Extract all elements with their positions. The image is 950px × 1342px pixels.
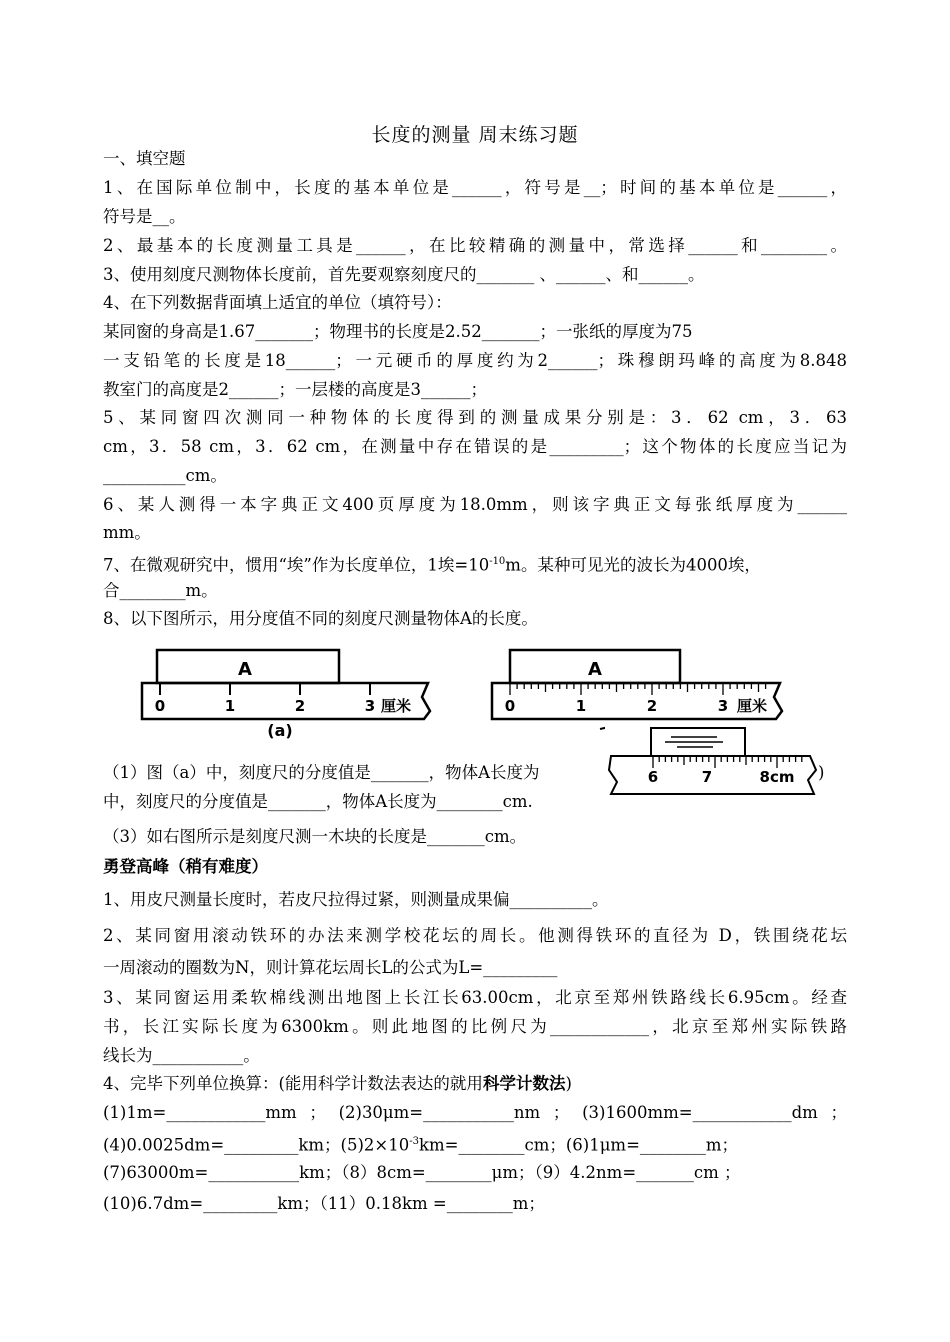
ruler-figure-b (490, 645, 790, 730)
figure-a-caption: (a) (267, 721, 293, 740)
ruler-figure-c (605, 724, 820, 799)
figure-b-tick-1: 1 (575, 697, 587, 715)
figure-c-tick-7: 7 (701, 768, 713, 786)
question-8-part-3: （3）如右图所示是刻度尺测一木块的长度是_______cm。 (103, 827, 527, 846)
conversion-row-1: (1)1m=____________mm ； (2)30μm=___________nm ； (3)1600mm=____________dm ； (103, 1103, 847, 1122)
figure-a-tick-0: 0 (154, 697, 166, 715)
question-6-line-2: mm。 (103, 523, 151, 542)
question-4-line-b: 一支铅笔的长度是18______；一元硬币的厚度约为2______；珠穆朗玛峰的高度为8.848 (103, 351, 847, 370)
question-7-line-2: 合________m。 (103, 581, 218, 600)
section-heading-fill-blank: 一、填空题 (103, 149, 186, 168)
advanced-question-2-line-1: 2、某同窗用滚动铁环的办法来测学校花坛的周长。他测得铁环的直径为 D，铁围绕花坛 (103, 926, 847, 945)
question-4-line-c: 教室门的高度是2______；一层楼的高度是3______； (103, 380, 487, 399)
question-8-part-2: 中，刻度尺的分度值是_______，物体A长度为________cm. (103, 792, 533, 811)
conversion-row-2: (4)0.0025dm=_________km；$(5)2\times 10^{-3}km=\_\_\_\_\_\_\_\_cm$；(6)1μm=________m； (103, 1135, 739, 1155)
figure-b-block-label: A (588, 659, 602, 680)
question-8-part-1: （1）图（a）中，刻度尺的分度值是_______，物体A长度为 (103, 763, 540, 782)
figure-b-tick-0: 0 (504, 697, 516, 715)
figure-a-block-label: A (238, 659, 252, 680)
question-6-line-1: 6、某人测得一本字典正文400页厚度为18.0mm，则该字典正文每张纸厚度为______ (103, 495, 847, 514)
figure-a-tick-2: 2 (294, 697, 306, 715)
figure-b-tick-2: 2 (646, 697, 658, 715)
advanced-question-4: 4、完毕下列单位换算：(能用科学计数法表达的就用科学计数法) (103, 1074, 572, 1093)
question-2: 2、最基本的长度测量工具是______，在比较精确的测量中，常选择______和________。 (103, 236, 847, 255)
question-8: 8、以下图所示，用分度值不同的刻度尺测量物体A的长度。 (103, 609, 538, 628)
question-5-line-3: __________cm。 (103, 466, 227, 485)
figure-c-tick-6: 6 (647, 768, 659, 786)
question-1-line-1: 1、在国际单位制中，长度的基本单位是______，符号是__；时间的基本单位是______， (103, 178, 847, 197)
advanced-question-2-line-2: 一周滚动的圈数为N，则计算花坛周长L的公式为L=_________ (103, 958, 558, 977)
figure-c-tick-8cm: 8cm (759, 768, 795, 786)
question-5-line-2: cm，3．58 cm，3．62 cm，在测量中存在错误的是_________；这个物体的长度应当记为 (103, 437, 847, 456)
ruler-figure-a (140, 645, 440, 740)
figure-a-tick-1: 1 (224, 697, 236, 715)
figure-b-unit: 厘米 (736, 697, 768, 715)
conversion-row-3: (7)63000m=___________km；（8）8cm=________μm；（9）4.2nm=_______cm ； (103, 1163, 741, 1182)
question-7-line-1: 7、在微观研究中，惯用“埃”作为长度单位，1埃$=10^{-10}m$。某种可见光的波长为4000埃， (103, 555, 761, 575)
page-title: 长度的测量 周末练习题 (371, 124, 579, 146)
question-4: 4、在下列数据背面填上适宜的单位（填符号）： (103, 293, 452, 312)
figure-a-tick-3: 3 (364, 697, 376, 715)
advanced-question-3-line-1: 3、某同窗运用柔软棉线测出地图上长江长63.00cm，北京至郑州铁路线长6.95cm。经查 (103, 988, 847, 1007)
conversion-row-4: (10)6.7dm=_________km；（11）0.18km =________m； (103, 1194, 545, 1213)
advanced-question-3-line-3: 线长为___________。 (103, 1046, 260, 1065)
advanced-question-1: 1、用皮尺测量长度时，若皮尺拉得过紧，则测量成果偏__________。 (103, 890, 609, 909)
question-1-line-2: 符号是__。 (103, 207, 186, 226)
section-heading-advanced: 勇登高峰（稍有难度） (103, 857, 268, 876)
question-8-part-2-fragment: ) (818, 763, 825, 782)
figure-a-unit: 厘米 (380, 697, 412, 715)
question-5-line-1: 5、某同窗四次测同一种物体的长度得到的测量成果分别是：3．62 cm，3．63 (103, 408, 847, 427)
advanced-question-3-line-2: 书，长江实际长度为6300km。则此地图的比例尺为____________，北京至郑州实际铁路 (103, 1017, 847, 1036)
figure-b-tick-3: 3 (717, 697, 729, 715)
question-4-line-a: 某同窗的身高是1.67_______；物理书的长度是2.52_______；一张纸的厚度为75 (103, 322, 693, 341)
question-3: 3、使用刻度尺测物体长度前，首先要观察刻度尺的_______ 、______、和______。 (103, 265, 705, 284)
